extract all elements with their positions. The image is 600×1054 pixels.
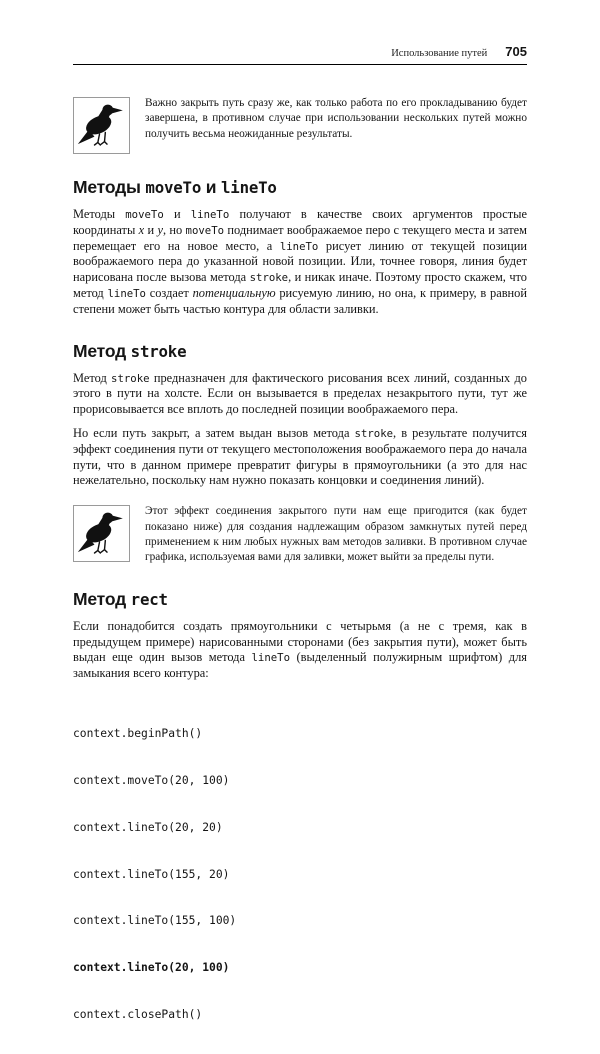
code-line-bold: context.lineTo(20, 100): [73, 961, 230, 975]
section-heading-stroke: Метод stroke: [73, 340, 187, 361]
note-block: [73, 503, 527, 566]
section-heading-rect: Метод rect: [73, 588, 168, 609]
code-line: context.closePath(): [73, 1007, 203, 1021]
paragraph-stroke-2: Но если путь закрыт, а затем выдан вызов метода stroke, в результате получится эффект соединения пути от текущего местоположения воображаемого пера до начала пути, что в данном примере превратит фигуры в прямоугольники (а это для нас нежелательно, поскольку нам нужно показать концовки и соединения линий).: [73, 425, 528, 488]
page-header: [73, 44, 527, 59]
raven-icon: [73, 505, 130, 562]
code-listing: [73, 695, 527, 1054]
page-number: 705: [505, 44, 527, 59]
raven-icon: [73, 97, 130, 154]
paragraph-stroke-1: Метод stroke предназначен для фактического рисования всех линий, созданных до этого в пути на холсте. Если он вызывается в пределах незакрытого пути, тут же прорисовывается все вплоть до последней позиции воображаемого пера.: [73, 370, 527, 417]
code-line: context.lineTo(20, 20): [73, 820, 223, 834]
note-block: [73, 95, 527, 154]
code-line: context.beginPath(): [73, 727, 203, 741]
code-line: context.moveTo(20, 100): [73, 773, 230, 787]
paragraph-moveto-lineto-1: Методы moveTo и lineTo получают в качестве своих аргументов простые координаты x и y, но moveTo поднимает воображаемое перо с текущего места и затем перемещает его на новое место, а lineTo рисует линию от текущей позиции воображаемого пера до указанной новой позиции. Или, точнее говоря, линия будет нарисована после вызова метода stroke, и никак иначе. Поэтому просто скажем, что метод lineTo создает потенциальную рисуемую линию, но она, к примеру, в равной степени может быть частью контура для области заливки.: [73, 207, 528, 316]
note-text: Важно закрыть путь сразу же, как только работа по его прокладыванию будет завершена, в противном случае при использовании нескольких путей можно получить весьма неожиданные результаты.: [145, 97, 527, 140]
section-heading-moveto-lineto: Методы moveTo и lineTo: [73, 177, 277, 197]
code-line: context.lineTo(155, 20): [73, 867, 230, 881]
paragraph-rect-1: Если понадобится создать прямоугольники с четырьмя (а не с тремя, как в предыдущем примере) нарисованными сторонами (без закрытия пути), может быть выдан еще один вызов метода lineTo (выделенный полужирным шрифтом) для замыкания всего контура:: [73, 618, 527, 681]
note-text: Этот эффект соединения закрытого пути нам еще пригодится (как будет показано ниже) для создания надлежащим образом замкнутых путей перед применением к ним любых нужных вам методов заливки. В противном случае графика, используемая вами для заливки, может выйти за пределы пути.: [145, 505, 527, 564]
running-head-title: Использование путей: [391, 48, 488, 59]
header-rule: [73, 64, 527, 65]
code-line: context.lineTo(155, 100): [73, 914, 237, 928]
